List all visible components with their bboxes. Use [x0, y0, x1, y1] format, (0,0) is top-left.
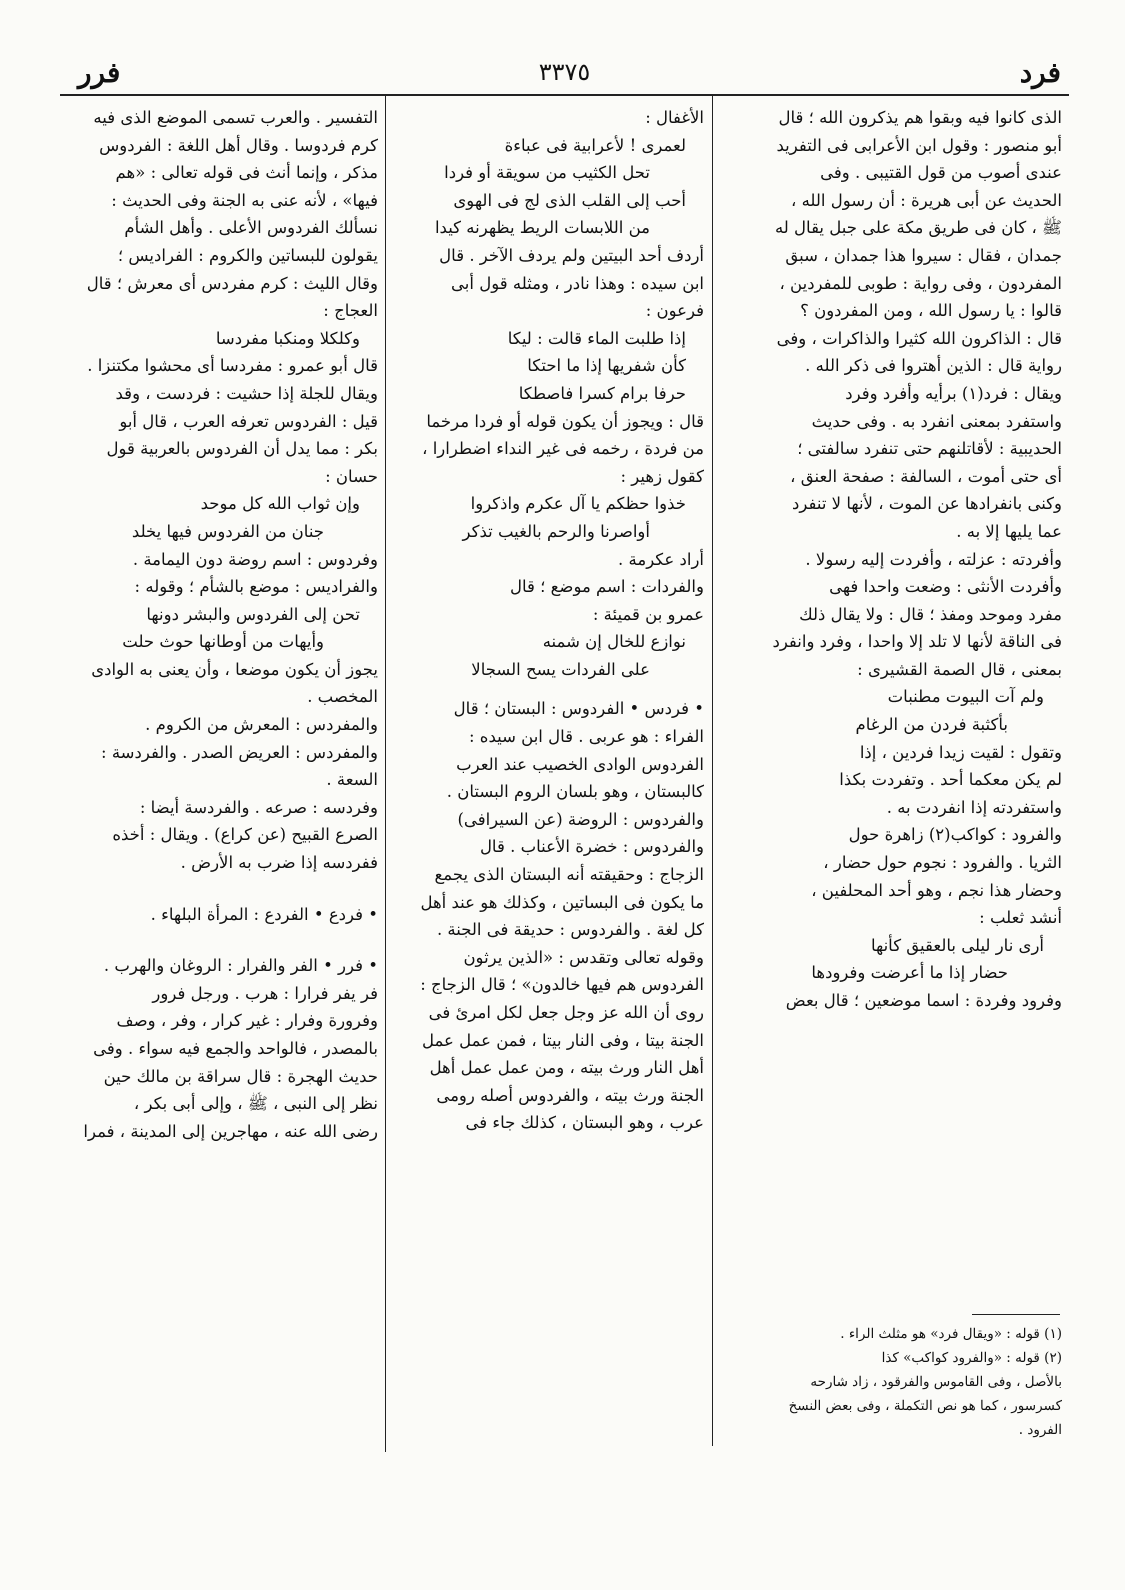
text-line: والفرود : كواكب(٢) زاهرة حول — [848, 825, 1062, 845]
text-line: عندى أصوب من قول القتيبى . وفى — [820, 163, 1062, 183]
text-line: ابن سيده : وهذا نادر ، ومثله قول أبى — [451, 273, 704, 293]
text-line: ما يكون فى البساتين ، وكذلك هو عند أهل — [420, 892, 704, 912]
text-line: من فردة ، رخمه فى غير النداء اضطرارا ، — [422, 439, 704, 459]
text-line: أراد عكرمة . — [618, 549, 704, 569]
text-line: الثريا . والفرود : نجوم حول حضار ، — [823, 853, 1062, 873]
text-line: الفردوس هم فيها خالدون» ؛ قال الزجاج : — [420, 975, 704, 995]
verse-line: أحب إلى القلب الذى لج فى الهوى — [453, 190, 686, 210]
text-line: يجوز أن يكون موضعا ، وأن يعنى به الوادى — [91, 659, 378, 679]
text-line: الجنة بيتا ، وفى النار بيتا ، فمن عمل عمل — [421, 1030, 704, 1050]
text-line: حسان : — [325, 466, 378, 486]
footnote-line: (٢) قوله : «والفرود كواكب» كذا — [881, 1350, 1062, 1366]
text-line: كالبستان ، وهو بلسان الروم البستان . — [446, 782, 704, 802]
column-divider-right — [712, 96, 713, 1446]
text-line: عما يليها إلا به . — [956, 521, 1062, 541]
text-line: أبو منصور : وقول ابن الأعرابى فى التفريد — [776, 135, 1062, 155]
text-line: واستفرد بمعنى انفرد به . وفى حديث — [811, 411, 1062, 431]
text-line: • فردع • الفردع : المرأة البلهاء . — [150, 904, 378, 924]
column-divider-left — [385, 96, 386, 1452]
text-line: كقول زهير : — [620, 466, 704, 486]
text-line: وحضار هذا نجم ، وهو أحد المحلفين ، — [811, 880, 1062, 900]
text-line: روى أن الله عز وجل جعل لكل امرئ فى — [428, 1003, 704, 1022]
text-line: وفردوس : اسم روضة دون اليمامة . — [132, 549, 378, 569]
text-line: وأفردت الأنثى : وضعت واحدا فهى — [829, 577, 1062, 597]
text-line: أى حتى أموت ، السالفة : صفحة العنق ، — [790, 466, 1062, 486]
text-line: قال : الذاكرون الله كثيرا والذاكرات ، وفى — [776, 328, 1062, 348]
text-line: ﷺ ، كان فى طريق مكة على جبل يقال له — [774, 218, 1062, 238]
text-line: نسألك الفردوس الأعلى . وأهل الشأم — [124, 218, 378, 238]
entry-spacer — [60, 928, 378, 952]
text-line: • فردس • الفردوس : البستان ؛ قال — [453, 699, 704, 719]
verse-line: أرى نار ليلى بالعقيق كأنها — [870, 935, 1044, 955]
text-line: فيها» ، لأنه عنى به الجنة وفى الحديث : — [111, 190, 378, 210]
verse-line: وكلكلا ومنكبا مفردسا — [215, 328, 360, 348]
verse-line: نوازع للخال إن شمنه — [542, 632, 686, 652]
text-line: والفردوس : خضرة الأعناب . قال — [479, 837, 704, 857]
text-line: والفراديس : موضع بالشأم ؛ وقوله : — [134, 577, 378, 597]
text-line: قيل : الفردوس تعرفه العرب ، قال أبو — [119, 411, 378, 431]
verse-line: على الفردات يسح السجالا — [471, 659, 650, 679]
text-line: قال أبو عمرو : مفردسا أى محشوا مكتنزا . — [87, 356, 378, 376]
text-line: جمدان ، فقال : سيروا هذا جمدان ، سبق — [785, 245, 1062, 265]
text-line: فى الناقة لأنها لا تلد إلا واحدا ، وفرد وانفرد — [772, 632, 1062, 652]
verse-line: ولم آت البيوت مطنبات — [887, 687, 1044, 707]
verse-line: تحل الكثيب من سويقة أو فردا — [444, 163, 650, 183]
verse-line: بأكثبة فردن من الرغام — [855, 715, 1008, 735]
text-line: عمرو بن قميئة : — [592, 604, 704, 624]
text-line: وفردسه : صرعه . والفردسة أيضا : — [139, 797, 378, 817]
verse-line: وأيهات من أوطانها حوث حلت — [122, 632, 324, 652]
text-line: والفردات : اسم موضع ؛ قال — [510, 577, 704, 597]
text-line: وقوله تعالى وتقدس : «الذين يرثون — [463, 947, 704, 967]
verse-line: إذا طلبت الماء قالت : ليكا — [507, 328, 686, 348]
header-root-word-left: فرر — [78, 56, 121, 89]
text-line: رواية قال : الذين أهتروا فى ذكر الله . — [805, 356, 1062, 376]
verse-line: حرفا برام كسرا فاصطكا — [518, 383, 686, 403]
page-header — [60, 56, 1069, 104]
text-line: الأغفال : — [645, 108, 704, 127]
footnote-line: (١) قوله : «ويقال فرد» هو مثلث الراء . — [840, 1326, 1062, 1342]
text-line: المفردون ، وفى رواية : طوبى للمفردين ، — [779, 273, 1062, 293]
text-line: كل لغة . والفردوس : حديقة فى الجنة . — [436, 920, 704, 940]
text-line: لم يكن معكما أحد . وتفردت بكذا — [839, 770, 1062, 790]
text-line: أردف أحد البيتين ولم يردف الآخر . قال — [439, 245, 704, 265]
footnotes — [722, 1322, 1062, 1442]
header-rule — [60, 94, 1069, 96]
text-line: الحديبية : لأقاتلنهم حتى تنفرد سالفتى ؛ — [797, 439, 1062, 459]
text-line: الفراء : هو عربى . قال ابن سيده : — [469, 727, 704, 747]
text-line: • فرر • الفر والفرار : الروغان والهرب . — [103, 956, 378, 976]
text-column-right — [722, 104, 1062, 1015]
text-line: والفردوس : الروضة (عن السيرافى) — [457, 809, 704, 829]
text-line: مذكر ، وإنما أنث فى قوله تعالى : «هم — [115, 163, 378, 183]
text-line: قال : ويجوز أن يكون قوله أو فردا مرخما — [426, 411, 704, 431]
text-column-left — [60, 104, 378, 1145]
text-line: وتقول : لقيت زيدا فردين ، إذا — [859, 742, 1062, 762]
verse-line: خذوا حظكم يا آل عكرم واذكروا — [470, 494, 686, 514]
text-line: الحديث عن أبى هريرة : أن رسول الله ، — [791, 190, 1062, 210]
text-line: الصرع القبيح (عن كراع) . ويقال : أخذه — [112, 825, 378, 845]
text-line: العجاج : — [323, 301, 378, 321]
text-line: أهل النار ورث بيته ، ومن عمل عمل أهل — [429, 1058, 704, 1078]
text-line: بكر : مما يدل أن الفردوس بالعربية قول — [106, 439, 378, 459]
text-line: كرم فردوسا . وقال أهل اللغة : الفردوس — [99, 135, 378, 155]
text-line: الذى كانوا فيه وبقوا هم يذكرون الله ؛ قال — [778, 108, 1062, 127]
verse-line: لعمرى ! لأعرابية فى عباءة — [504, 135, 686, 155]
text-line: فر يفر فرارا : هرب . ورجل فرور — [152, 983, 378, 1003]
verse-line: حضار إذا ما أعرضت وفرودها — [811, 963, 1008, 983]
text-line: ففردسه إذا ضرب به الأرض . — [180, 853, 378, 873]
text-line: حديث الهجرة : قال سراقة بن مالك حين — [103, 1066, 378, 1086]
footnote-line: بالأصل ، وفى القاموس والفرقود ، زاد شارحه — [810, 1374, 1062, 1390]
text-line: يقولون للبساتين والكروم : الفراديس ؛ — [117, 245, 378, 265]
verse-line: جنان من الفردوس فيها يخلد — [131, 521, 324, 541]
text-line: الفردوس الوادى الخصيب عند العرب — [456, 754, 704, 774]
text-line: السعة . — [326, 770, 378, 790]
text-line: واستفردته إذا انفردت به . — [886, 797, 1062, 817]
text-line: وأفردته : عزلته ، وأفردت إليه رسولا . — [805, 549, 1062, 569]
text-line: وفرود وفردة : اسما موضعين ؛ قال بعض — [785, 991, 1062, 1010]
text-line: الجنة ورث بيته ، والفردوس أصله رومى — [436, 1085, 704, 1105]
text-line: المخصب . — [307, 687, 378, 707]
text-line: وفرورة وفرار : غير كرار ، وفر ، وصف — [116, 1011, 378, 1031]
text-line: فرعون : — [645, 301, 704, 321]
text-line: قالوا : يا رسول الله ، ومن المفردون ؟ — [800, 301, 1062, 321]
text-line: بمعنى ، قال الصمة القشيرى : — [857, 659, 1062, 679]
verse-line: من اللابسات الريط يظهرنه كيدا — [434, 218, 650, 238]
page-number: ٣٣٧٥ — [538, 58, 591, 86]
verse-line: تحن إلى الفردوس والبشر دونها — [146, 604, 360, 624]
text-line: الزجاج : وحقيقته أنه البستان الذى يجمع — [434, 865, 704, 885]
text-line: نظر إلى النبى ، ﷺ ، وإلى أبى بكر ، — [133, 1094, 378, 1114]
footnote-line: كسرسور ، كما هو نص التكملة ، وفى بعض النسخ — [788, 1398, 1062, 1414]
text-line: وكنى بانفرادها عن الموت ، لأنها لا تنفرد — [792, 494, 1062, 514]
text-line: التفسير . والعرب تسمى الموضع الذى فيه — [93, 108, 378, 127]
footnote-rule — [972, 1314, 1060, 1315]
footnote-line: الفرود . — [1018, 1422, 1062, 1438]
text-line: عرب ، وهو البستان ، كذلك جاء فى — [465, 1113, 704, 1133]
text-line: رضى الله عنه ، مهاجرين إلى المدينة ، فمرا — [83, 1121, 378, 1141]
text-line: ويقال للجلة إذا حشيت : فردست ، وقد — [115, 383, 378, 403]
text-line: ويقال : فرد(١) برأيه وأفرد وفرد — [845, 383, 1062, 403]
text-line: بالمصدر ، فالواحد والجمع فيه سواء . وفى — [93, 1039, 378, 1058]
entry-spacer — [60, 877, 378, 901]
entry-spacer — [396, 683, 704, 695]
text-column-middle — [396, 104, 704, 1137]
text-line: مفرد وموحد ومفذ ؛ قال : ولا يقال ذلك — [799, 604, 1062, 624]
text-line: أنشد ثعلب : — [979, 908, 1062, 928]
header-root-word-right: فرد — [1019, 56, 1061, 89]
verse-line: كأن شفريها إذا ما احتكا — [527, 356, 686, 376]
text-line: والمفردس : العريض الصدر . والفردسة : — [101, 742, 378, 762]
verse-line: وإن ثواب الله كل موحد — [200, 494, 360, 514]
text-line: وقال الليث : كرم مفردس أى معرش ؛ قال — [86, 273, 378, 293]
text-line: والمفردس : المعرش من الكروم . — [145, 715, 378, 735]
verse-line: أواصرنا والرحم بالغيب تذكر — [462, 521, 650, 541]
